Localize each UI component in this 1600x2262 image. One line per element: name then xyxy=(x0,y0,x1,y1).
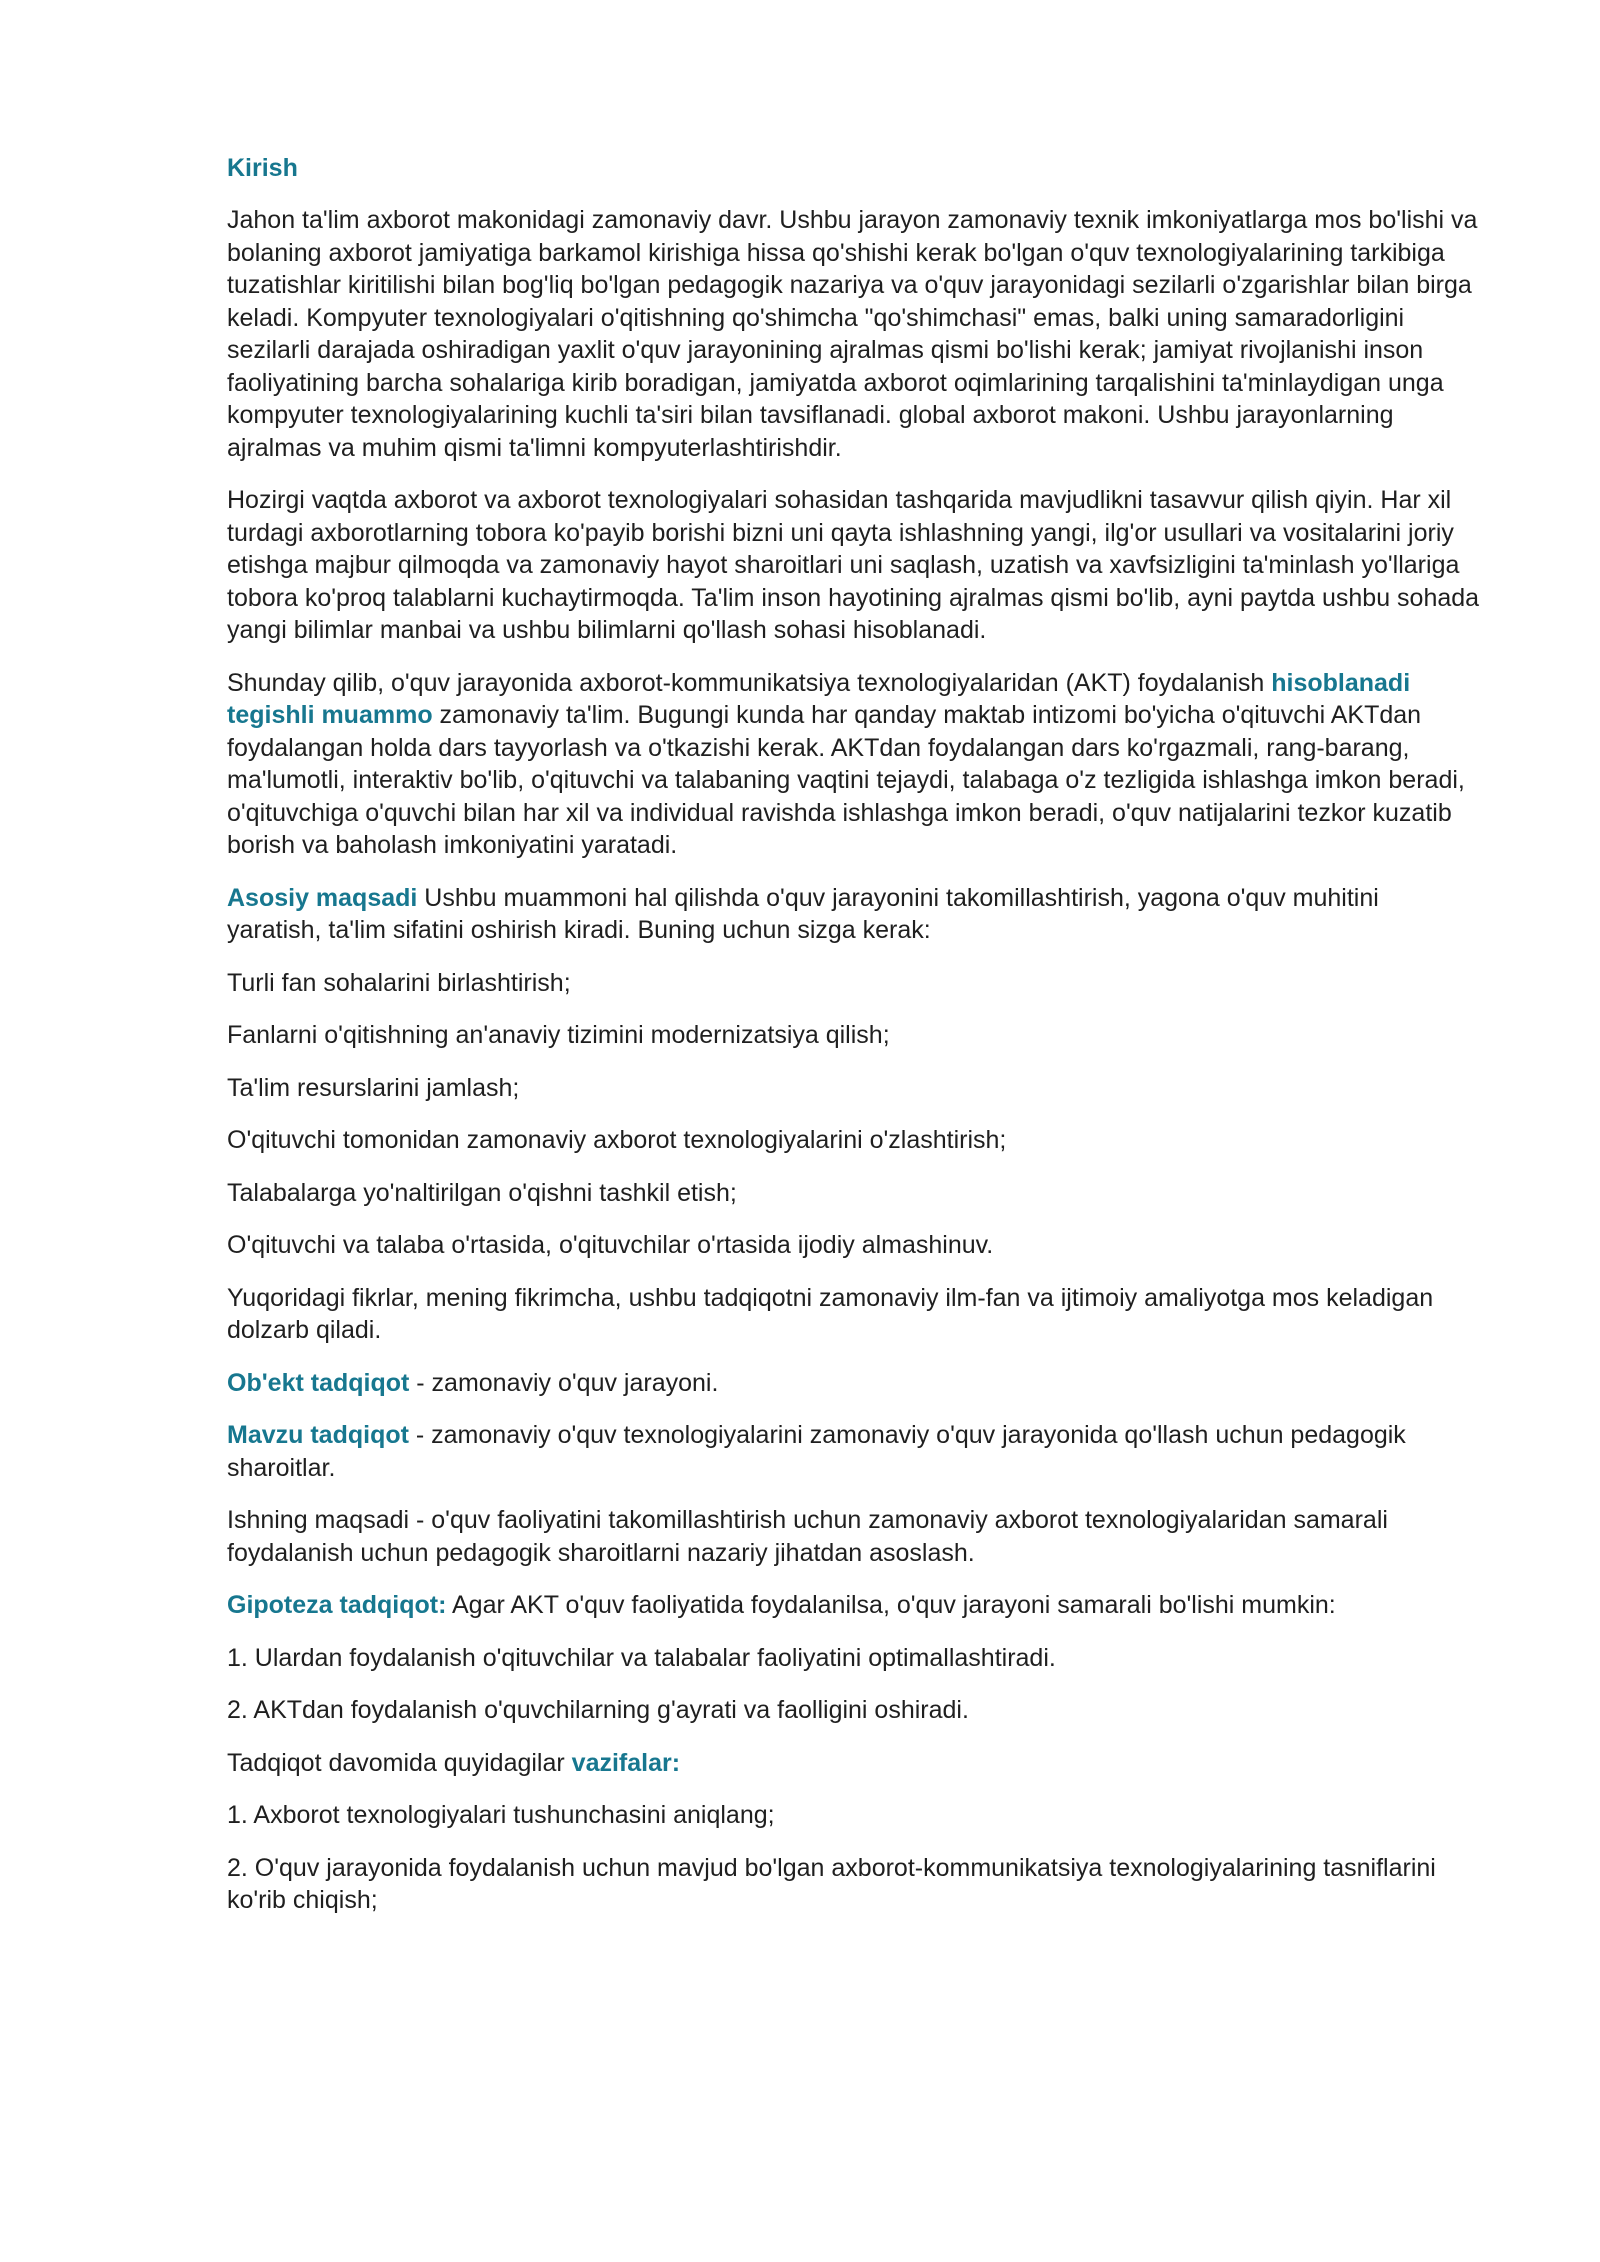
section-heading: Kirish xyxy=(227,154,298,182)
paragraph-text: Ushbu muammoni hal qilishda o'quv jarayonini takomillashtirish, yagona o'quv muhitini yaratish, ta'lim sifatini oshirish kiradi. Buning uchun sizga kerak: xyxy=(227,883,1379,944)
paragraph-work-goal: Ishning maqsadi - o'quv faoliyatini takomillashtirish uchun zamonaviy axborot texnologiyalaridan samarali foydalanish uchun pedagogik sharoitlarni nazariy jihatdan asoslash. xyxy=(227,1506,1388,1567)
highlighted-term: vazifalar: xyxy=(571,1748,681,1777)
highlighted-term: hisoblanadi tegishli muammo xyxy=(227,668,1411,729)
list-item: Fanlarni o'qitishning an'anaviy tizimini modernizatsiya qilish; xyxy=(227,1021,890,1049)
paragraph-text: Agar AKT o'quv faoliyatida foydalanilsa, o'quv jarayoni samarali bo'lishi mumkin: xyxy=(446,1591,1336,1619)
list-item: O'qituvchi tomonidan zamonaviy axborot texnologiyalarini o'zlashtirish; xyxy=(227,1126,1007,1154)
list-item: Turli fan sohalarini birlashtirish; xyxy=(227,968,571,997)
list-item: Ta'lim resurslarini jamlash; xyxy=(227,1073,520,1102)
highlighted-term: Ob'ekt tadqiqot xyxy=(227,1368,410,1397)
paragraph-text: - zamonaviy o'quv texnologiyalarini zamonaviy o'quv jarayonida qo'llash uchun pedagogik sharoitlar. xyxy=(227,1421,1406,1482)
paragraph-research-object xyxy=(227,1367,1480,1400)
highlighted-term: Asosiy maqsadi xyxy=(227,883,418,912)
paragraph-tasks xyxy=(227,1747,1480,1780)
highlighted-term: Mavzu tadqiqot xyxy=(227,1421,409,1449)
paragraph-text: Tadqiqot davomida quyidagilar xyxy=(227,1748,572,1777)
paragraph-main-goal xyxy=(227,882,1480,947)
paragraph-relevance xyxy=(227,667,1480,862)
paragraph-context: Hozirgi vaqtda axborot va axborot texnologiyalari sohasidan tashqarida mavjudlikni tasavvur qilish qiyin. Har xil turdagi axborotlarning tobora ko'payib borishi bizni uni qayta ishlashning yangi, ilg'or usullari va vositalarini joriy etishga majbur qilmoqda va zamonaviy hayot sharoitlari uni saqlash, uzatish va xavfsizligini ta'minlash yo'llariga tobora ko'proq talablarni kuchaytirmoqda. Ta'lim inson hayotining ajralmas qismi bo'lib, ayni paytda ushbu sohada yangi bilimlar manbai va ushbu bilimlarni qo'llash sohasi hisoblanadi. xyxy=(227,486,1480,644)
list-item: Talabalarga yo'naltirilgan o'qishni tashkil etish; xyxy=(227,1178,737,1207)
paragraph-text: zamonaviy ta'lim. Bugungi kunda har qanday maktab intizomi bo'yicha o'qituvchi AKTdan foydalangan holda dars tayyorlash va o'tkazishi kerak. AKTdan foydalangan dars ko'rgazmali, rang-barang, ma'lumotli, interaktiv bo'lib, o'qituvchi va talabaning vaqtini tejaydi, talabaga o'z tezligida ishlashga imkon beradi, o'qituvchiga o'quvchi bilan har xil va individual ravishda ishlashga imkon beradi, o'quv natijalarini tezkor kuzatib borish va baholash imkoniyatini yaratadi. xyxy=(227,701,1465,859)
list-item: 1. Ulardan foydalanish o'qituvchilar va talabalar faoliyatini optimallashtiradi. xyxy=(227,1643,1056,1672)
list-item: 2. O'quv jarayonida foydalanish uchun mavjud bo'lgan axborot-kommunikatsiya texnologiyalarining tasniflarini ko'rib chiqish; xyxy=(227,1853,1436,1914)
list-item: 2. AKTdan foydalanish o'quvchilarning g'ayrati va faolligini oshiradi. xyxy=(227,1696,969,1724)
paragraph-actuality: Yuqoridagi fikrlar, mening fikrimcha, ushbu tadqiqotni zamonaviy ilm-fan va ijtimoiy amaliyotga mos keladigan dolzarb qiladi. xyxy=(227,1283,1434,1344)
paragraph-hypothesis xyxy=(227,1589,1480,1622)
paragraph-research-subject xyxy=(227,1419,1480,1484)
paragraph-intro: Jahon ta'lim axborot makonidagi zamonaviy davr. Ushbu jarayon zamonaviy texnik imkoniyatlarga mos bo'lishi va bolaning axborot jamiyatiga barkamol kirishiga hissa qo'shishi kerak bo'lgan o'quv texnologiyalarining tarkibiga tuzatishlar kiritilishi bilan bog'liq bo'lgan pedagogik nazariya va o'quv jarayonidagi sezilarli o'zgarishlar bilan birga keladi. Kompyuter texnologiyalari o'qitishning qo'shimcha "qo'shimchasi" emas, balki uning samaradorligini sezilarli darajada oshiradigan yaxlit o'quv jarayonining ajralmas qismi bo'lishi kerak; jamiyat rivojlanishi inson faoliyatining barcha sohalariga kirib boradigan, jamiyatda axborot oqimlarining tarqalishini ta'minlaydigan unga kompyuter texnologiyalarining kuchli ta'siri bilan tavsiflanadi. global axborot makoni. Ushbu jarayonlarning ajralmas va muhim qismi ta'limni kompyuterlashtirishdir. xyxy=(227,206,1478,462)
highlighted-term: Gipoteza tadqiqot: xyxy=(227,1591,447,1619)
paragraph-text: - zamonaviy o'quv jarayoni. xyxy=(409,1368,719,1397)
list-item: O'qituvchi va talaba o'rtasida, o'qituvchilar o'rtasida ijodiy almashinuv. xyxy=(227,1231,994,1259)
list-item: 1. Axborot texnologiyalari tushunchasini aniqlang; xyxy=(227,1801,775,1829)
paragraph-text: Shunday qilib, o'quv jarayonida axborot-kommunikatsiya texnologiyalaridan (AKT) foydalanish xyxy=(227,668,1272,697)
